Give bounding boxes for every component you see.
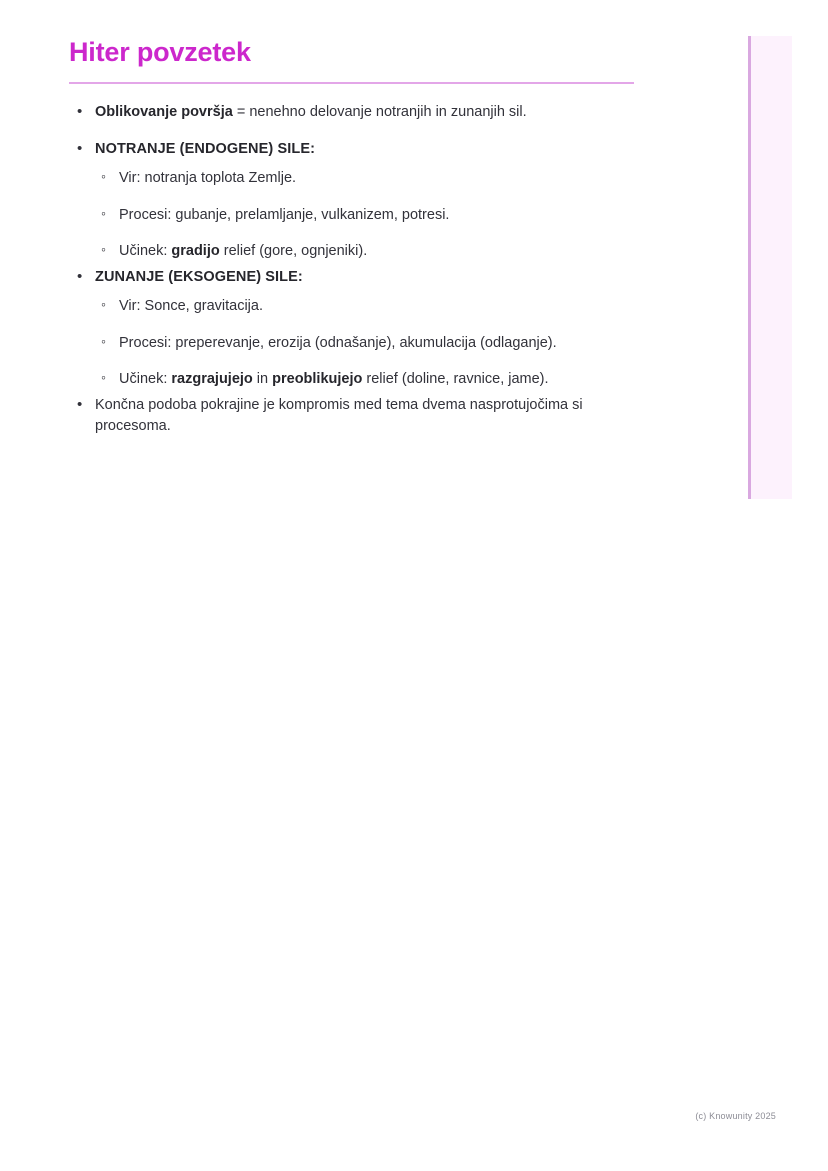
list-item-oblikovanje bbox=[69, 102, 649, 123]
document-content bbox=[69, 36, 649, 453]
decorative-side-band bbox=[748, 36, 792, 499]
oblikovanje-term: Oblikovanje površja bbox=[95, 104, 233, 121]
oblikovanje-text: = nenehno delovanje notranjih in zunanjih sil. bbox=[232, 104, 527, 121]
ucinek-zunanje-bold-1: razgrajujejo bbox=[171, 370, 253, 387]
ucinek-notranje-rest: relief (gore, ognjeniki). bbox=[219, 243, 368, 260]
list-item-procesi-zunanje: ◦ Procesi: preperevanje, erozija (odnašanje), akumulacija (odlaganje). bbox=[95, 333, 649, 353]
ucinek-notranje-bold: gradijo bbox=[171, 243, 220, 260]
notranje-sile-sublist bbox=[95, 168, 649, 261]
list-item-koncna-podoba: • Končna podoba pokrajine je kompromis med tema dvema nasprotujočima si procesoma. bbox=[69, 395, 649, 437]
list-item-vir-zunanje: ◦ Vir: Sonce, gravitacija. bbox=[95, 296, 649, 316]
ucinek-zunanje-suffix: relief (doline, ravnice, jame). bbox=[362, 370, 549, 387]
footer-copyright: (c) Knowunity 2025 bbox=[695, 1111, 776, 1121]
summary-list bbox=[69, 102, 649, 437]
notranje-sile-heading: NOTRANJE (ENDOGENE) SILE: bbox=[95, 141, 316, 158]
list-item-zunanje-sile bbox=[69, 267, 649, 389]
list-item-notranje-sile bbox=[69, 139, 649, 261]
list-item-ucinek-notranje bbox=[95, 241, 649, 261]
page-title: Hiter povzetek bbox=[69, 37, 251, 67]
zunanje-sile-sublist bbox=[95, 296, 649, 389]
title-divider bbox=[69, 82, 634, 84]
zunanje-sile-heading: ZUNANJE (EKSOGENE) SILE: bbox=[95, 269, 303, 286]
ucinek-zunanje-prefix: Učinek: bbox=[119, 370, 172, 387]
ucinek-zunanje-mid: in bbox=[252, 370, 273, 387]
ucinek-notranje-prefix: Učinek: bbox=[119, 243, 172, 260]
ucinek-zunanje-bold-2: preoblikujejo bbox=[272, 370, 363, 387]
list-item-vir-notranje: ◦ Vir: notranja toplota Zemlje. bbox=[95, 168, 649, 188]
list-item-procesi-notranje: ◦ Procesi: gubanje, prelamljanje, vulkanizem, potresi. bbox=[95, 205, 649, 225]
list-item-ucinek-zunanje bbox=[95, 369, 649, 389]
